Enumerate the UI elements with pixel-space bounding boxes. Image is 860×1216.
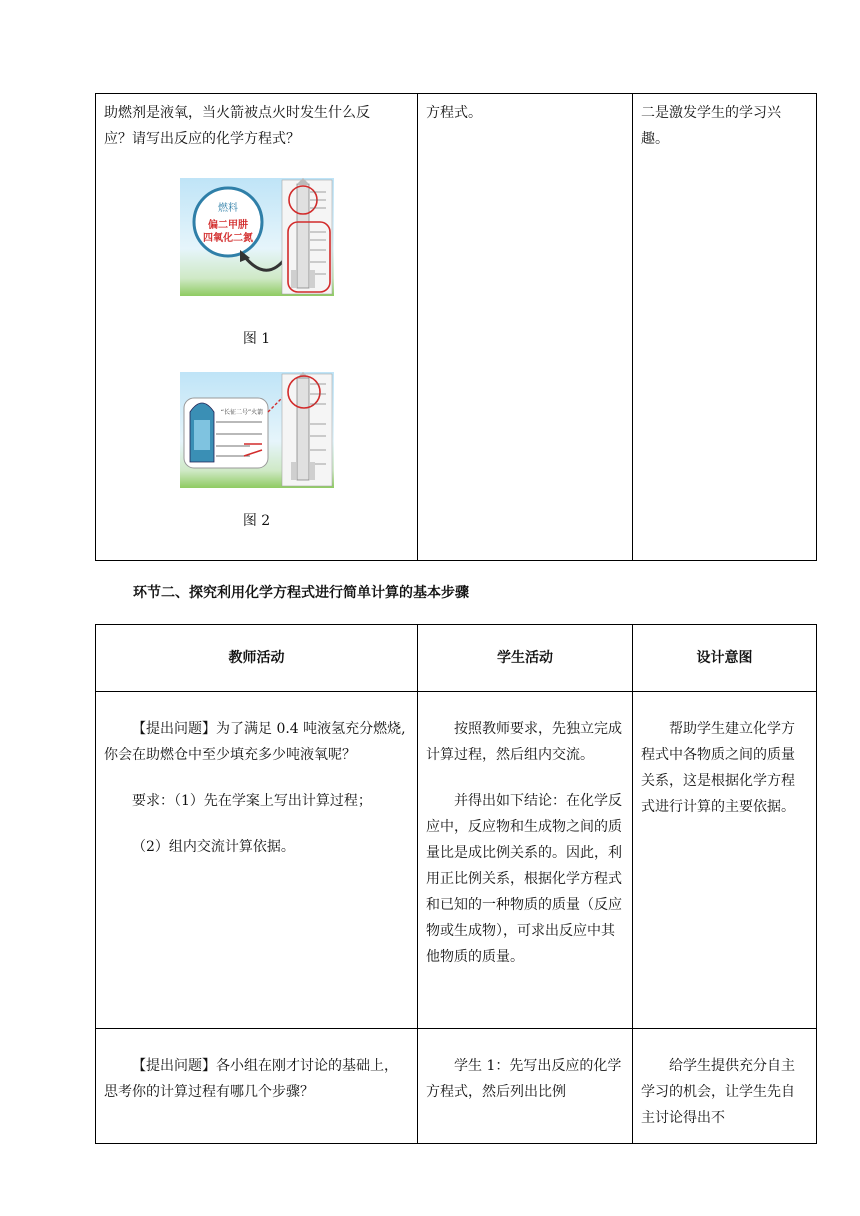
row1-student-cell [418, 692, 633, 1029]
row1-teacher-requirement-2: （2）组内交流计算依据。 [132, 839, 295, 855]
figure-2-rocket-oxidizer-image [180, 372, 334, 488]
row2-student-text: 学生 1：先写出反应的化学方程式，然后列出比例 [426, 1058, 622, 1100]
row1-teacher-cell [96, 692, 418, 1029]
question-tag: 【提出问题】 [132, 1058, 216, 1074]
row1-student-p2: 并得出如下结论：在化学反应中，反应物和生成物之间的质量比是成比例关系的。因此，利用正比例关系，根据化学方程式和已知的一种物质的质量（反应物或生成物），可求出反应中其他物质的质量。 [426, 793, 622, 965]
student-activity-cell [418, 94, 633, 561]
question-tag: 【提出问题】 [132, 721, 216, 737]
header-teacher-activity: 教师活动 [96, 625, 418, 692]
bubble-label: 燃料 [217, 203, 238, 214]
lesson-table-continued [95, 93, 817, 561]
row2-intent-text: 给学生提供充分自主学习的机会，让学生先自主讨论得出不 [641, 1058, 795, 1126]
bubble-text-1: 偏二甲肼 [207, 220, 248, 231]
row1-intent-text: 帮助学生建立化学方程式中各物质之间的质量关系，这是根据化学方程式进行计算的主要依据。 [641, 721, 795, 815]
question-line-1: 助燃剂是液氧，当火箭被点火时发生什么反 [104, 105, 370, 121]
row2-student-cell [418, 1029, 633, 1144]
row1-intent-cell [633, 692, 817, 1029]
row1-teacher-question: 【提出问题】为了满足 0.4 吨液氢充分燃烧,你会在助燃仓中至少填充多少吨液氧呢？ [104, 721, 406, 763]
panel-label: “长征二号”火箭 [220, 409, 263, 416]
figure-1-rocket-fuel-image [180, 178, 334, 296]
figure-2-caption: 图 2 [242, 513, 271, 529]
intent-text: 二是激发学生的学习兴趣。 [641, 105, 781, 147]
header-design-intent: 设计意图 [633, 625, 817, 692]
lesson-table-section-2 [95, 624, 817, 1144]
teacher-activity-cell [96, 94, 418, 561]
row2-teacher-cell [96, 1029, 418, 1144]
question-line-2: 应？请写出反应的化学方程式？ [104, 131, 300, 147]
section-heading: 环节二、探究利用化学方程式进行简单计算的基本步骤 [133, 585, 469, 601]
row1-teacher-requirement-1: 要求：（1）先在学案上写出计算过程； [132, 793, 372, 809]
student-text: 方程式。 [426, 105, 482, 121]
row2-intent-cell [633, 1029, 817, 1144]
header-student-activity: 学生活动 [418, 625, 633, 692]
bubble-text-2: 四氧化二氮 [202, 233, 253, 244]
design-intent-cell [633, 94, 817, 561]
row2-teacher-question: 【提出问题】各小组在刚才讨论的基础上，思考你的计算过程有哪几个步骤？ [104, 1058, 398, 1100]
row1-student-p1: 按照教师要求，先独立完成计算过程，然后组内交流。 [426, 721, 622, 763]
figure-1-caption: 图 1 [242, 331, 271, 347]
